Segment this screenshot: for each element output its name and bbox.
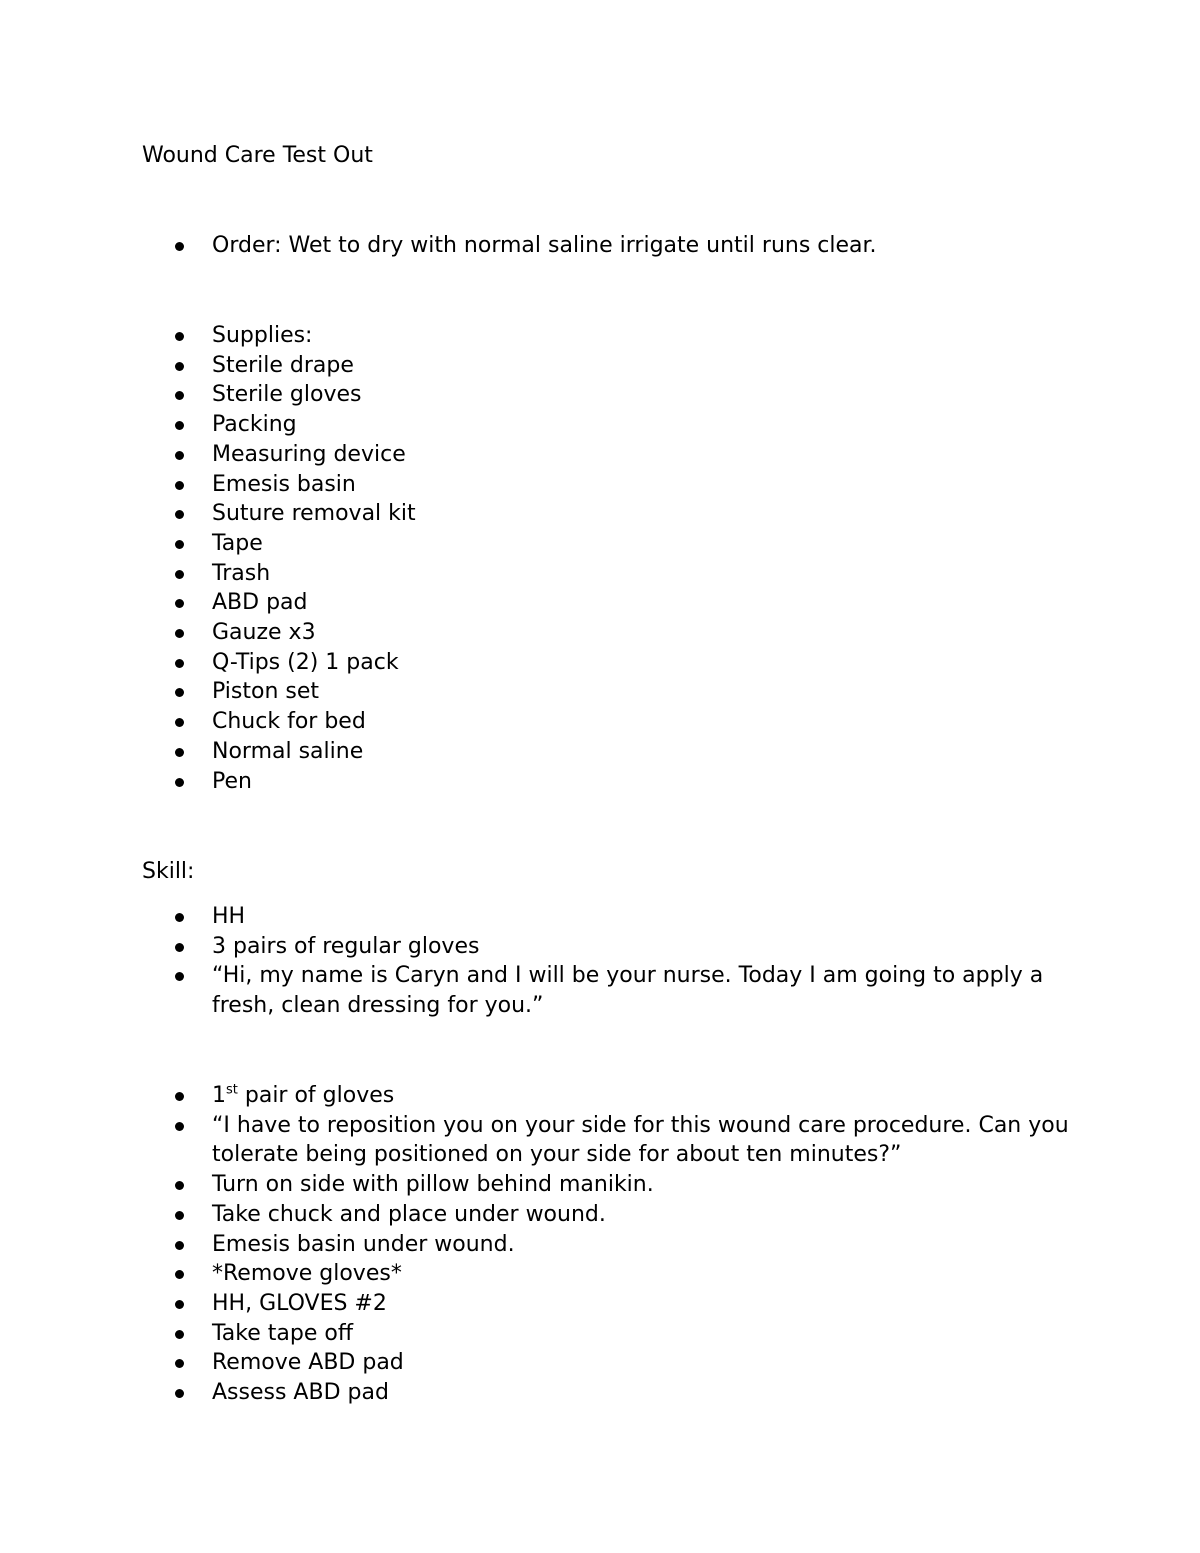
list-item [0,902,1200,932]
bullet-icon [175,659,184,668]
bullet-icon [175,1092,184,1101]
list-item [0,529,1200,559]
list-item [0,1319,1200,1349]
bullet-icon [175,332,184,341]
skill-step: Remove ABD pad [212,1350,404,1376]
bullet-icon [175,510,184,519]
bullet-icon [175,1330,184,1339]
bullet-icon [175,943,184,952]
list-item [0,648,1200,678]
skill-step: pair of gloves [237,1083,395,1108]
list-item [0,1081,1200,1111]
bullet-icon [175,913,184,922]
supplies-list [0,321,1200,796]
list-item [0,932,1200,962]
list-item [0,231,1200,261]
list-item [0,1230,1200,1260]
bullet-icon [175,451,184,460]
skill-step: Take chuck and place under wound. [212,1201,606,1227]
skill-list [0,902,1200,1021]
supply-item: Tape [212,530,263,556]
ordinal-number: 1 [212,1083,226,1108]
skill-list-continued [0,1081,1200,1408]
skill-step: HH [212,904,246,929]
supplies-heading: Supplies: [212,323,313,348]
bullet-icon [175,391,184,400]
supply-item: Gauze x3 [212,620,316,646]
bullet-icon [175,540,184,549]
bullet-icon [175,629,184,638]
supply-item: Pen [212,768,252,794]
list-item [0,618,1200,648]
list-item [0,440,1200,470]
list-item [0,499,1200,529]
list-item [0,677,1200,707]
skill-step: “I have to reposition you on your side for this wound care procedure. Can you tolerate being positioned on your side for about ten minutes?” [212,1112,1069,1168]
supply-item: Piston set [212,679,320,705]
supply-item: Q-Tips (2) 1 pack [212,649,399,675]
list-item [0,961,1200,1020]
bullet-icon [175,362,184,371]
bullet-icon [175,1300,184,1309]
bullet-icon [175,778,184,787]
supply-item: Sterile gloves [212,382,362,408]
skill-step: Emesis basin under wound. [212,1231,515,1257]
supply-item: ABD pad [212,590,308,616]
bullet-icon [175,748,184,757]
bullet-icon [175,570,184,579]
bullet-icon [175,1270,184,1279]
list-item [0,1259,1200,1289]
bullet-icon [175,1359,184,1368]
skill-step: Turn on side with pillow behind manikin. [212,1172,654,1198]
bullet-icon [175,688,184,697]
list-item [0,1378,1200,1408]
supply-item: Chuck for bed [212,709,366,735]
list-item [0,470,1200,500]
skill-step: Take tape off [212,1320,353,1346]
list-item [0,737,1200,767]
bullet-icon [175,972,184,981]
skill-step: Assess ABD pad [212,1380,389,1406]
list-item [0,559,1200,589]
order-text: Order: Wet to dry with normal saline irrigate until runs clear. [212,233,877,258]
list-item [0,351,1200,381]
supply-item: Suture removal kit [212,501,416,527]
document-title: Wound Care Test Out [142,143,373,168]
bullet-icon [175,1211,184,1220]
list-item [0,707,1200,737]
bullet-icon [175,599,184,608]
skill-step: HH, GLOVES #2 [212,1290,387,1316]
list-item [0,410,1200,440]
bullet-icon [175,421,184,430]
list-item [0,1348,1200,1378]
supply-item: Emesis basin [212,471,356,497]
bullet-icon [175,1181,184,1190]
skill-step: 3 pairs of regular gloves [212,933,480,959]
list-item [0,1289,1200,1319]
skill-heading: Skill: [142,859,195,884]
order-list [0,231,1200,261]
supply-item: Normal saline [212,738,364,764]
list-item [0,321,1200,351]
list-item [0,380,1200,410]
bullet-icon [175,481,184,490]
bullet-icon [175,1241,184,1250]
skill-step: “Hi, my name is Caryn and I will be your nurse. Today I am going to apply a fresh, clean dressing for you.” [212,963,1044,1019]
list-item [0,588,1200,618]
supply-item: Packing [212,412,297,438]
supply-item: Sterile drape [212,352,354,378]
bullet-icon [175,1389,184,1398]
skill-step: *Remove gloves* [212,1261,402,1287]
bullet-icon [175,1122,184,1131]
list-item [0,1111,1200,1170]
list-item [0,1200,1200,1230]
supply-item: Measuring device [212,441,406,467]
supply-item: Trash [212,560,271,586]
list-item [0,1170,1200,1200]
ordinal-suffix: st [226,1082,238,1098]
bullet-icon [175,242,184,251]
bullet-icon [175,718,184,727]
list-item [0,767,1200,797]
